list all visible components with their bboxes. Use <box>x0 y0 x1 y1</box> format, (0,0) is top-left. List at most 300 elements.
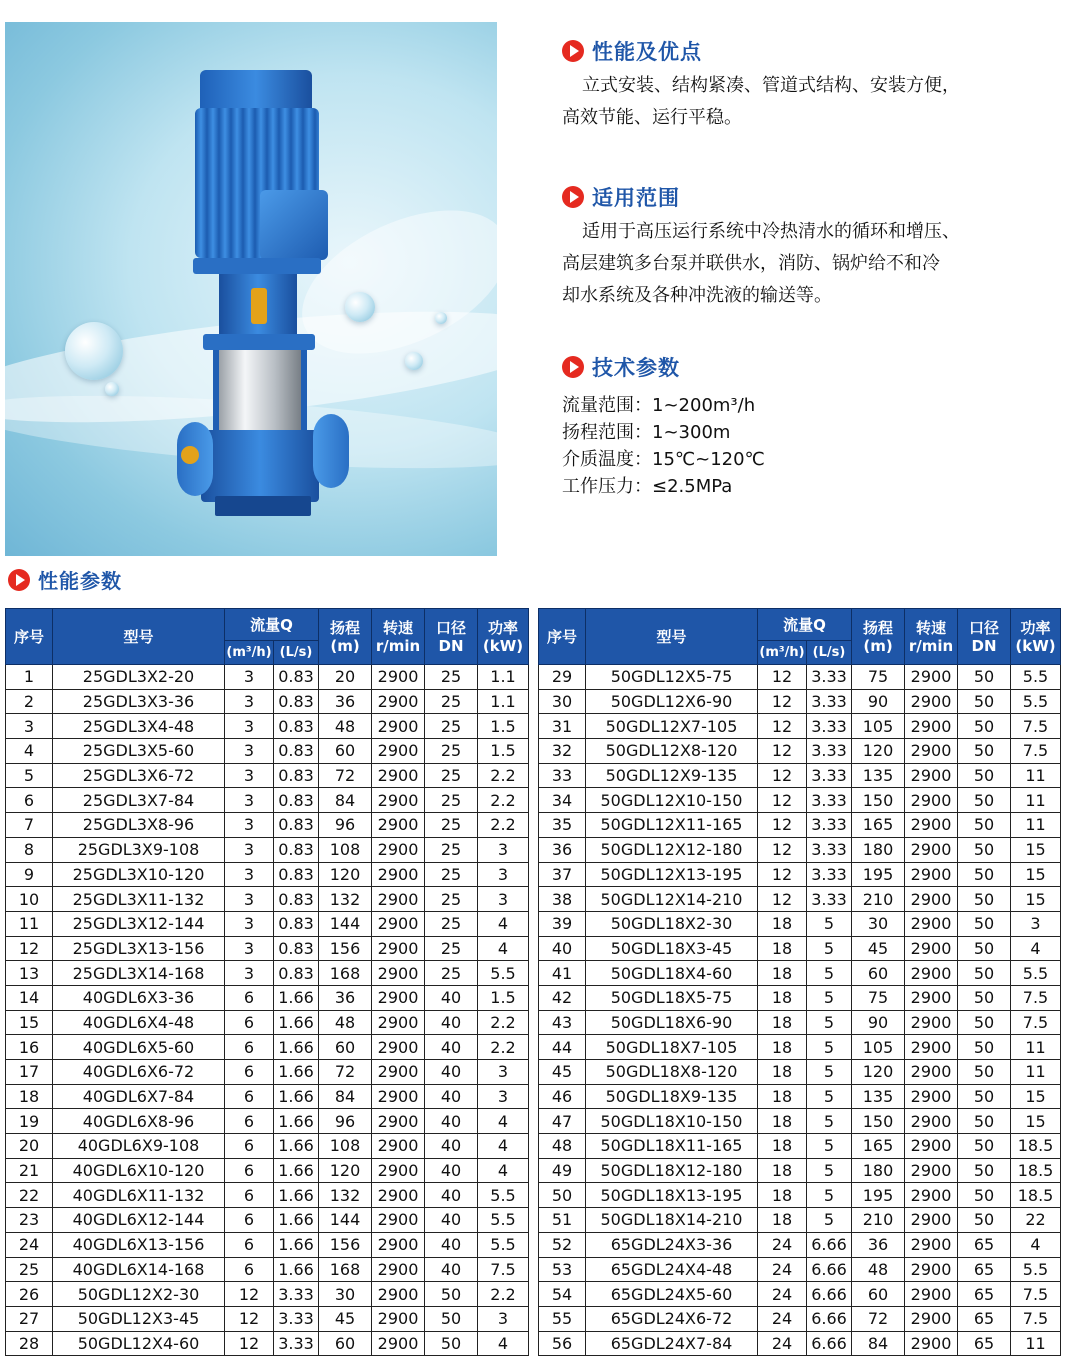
cell-head: 105 <box>852 714 905 739</box>
table-row <box>6 1257 529 1282</box>
cell-head: 48 <box>319 714 372 739</box>
cell-flow-m3h: 6 <box>225 1158 274 1183</box>
cell-no: 33 <box>539 763 586 788</box>
cell-flow-m3h: 6 <box>225 1134 274 1159</box>
cell-head: 96 <box>319 1109 372 1134</box>
cell-power: 15 <box>1011 862 1061 887</box>
text-line: 立式安装、结构紧凑、管道式结构、安装方便， <box>582 75 960 96</box>
cell-head: 168 <box>319 961 372 986</box>
cell-no: 16 <box>6 1035 53 1060</box>
cell-dn: 40 <box>425 1232 478 1257</box>
cell-model: 50GDL12X13-195 <box>586 862 758 887</box>
cell-head: 75 <box>852 985 905 1010</box>
cell-model: 40GDL6X5-60 <box>53 1035 225 1060</box>
cell-dn: 40 <box>425 1257 478 1282</box>
cell-flow-ls: 0.83 <box>274 788 319 813</box>
cell-flow-ls: 1.66 <box>274 1134 319 1159</box>
cell-speed: 2900 <box>905 763 958 788</box>
cell-model: 65GDL24X5-60 <box>586 1282 758 1307</box>
cell-flow-m3h: 18 <box>758 1109 807 1134</box>
cell-flow-ls: 5 <box>807 936 852 961</box>
table-row <box>6 1232 529 1257</box>
cell-flow-ls: 1.66 <box>274 1232 319 1257</box>
table-row <box>6 1208 529 1233</box>
cell-power: 15 <box>1011 1109 1061 1134</box>
cell-speed: 2900 <box>905 689 958 714</box>
header-flow: 流量Q <box>758 609 852 641</box>
cell-flow-m3h: 6 <box>225 1257 274 1282</box>
cell-flow-ls: 3.33 <box>274 1331 319 1356</box>
cell-flow-ls: 5 <box>807 1035 852 1060</box>
cell-speed: 2900 <box>372 911 425 936</box>
cell-speed: 2900 <box>905 961 958 986</box>
cell-speed: 2900 <box>905 887 958 912</box>
table-row <box>539 739 1061 764</box>
cell-model: 50GDL12X2-30 <box>53 1282 225 1307</box>
cell-head: 180 <box>852 1158 905 1183</box>
header-dn: 口径 DN <box>425 609 478 665</box>
cell-head: 84 <box>852 1331 905 1356</box>
cell-flow-ls: 0.83 <box>274 714 319 739</box>
cell-flow-m3h: 3 <box>225 862 274 887</box>
cell-power: 11 <box>1011 1035 1061 1060</box>
cell-head: 60 <box>852 961 905 986</box>
cell-flow-ls: 3.33 <box>274 1282 319 1307</box>
table-row <box>539 1331 1061 1356</box>
table-row <box>6 714 529 739</box>
cell-flow-ls: 3.33 <box>807 739 852 764</box>
cell-dn: 25 <box>425 862 478 887</box>
cell-dn: 40 <box>425 1084 478 1109</box>
table-row <box>539 1060 1061 1085</box>
cell-model: 25GDL3X12-144 <box>53 911 225 936</box>
performance-section <box>562 36 960 134</box>
cell-speed: 2900 <box>905 1208 958 1233</box>
cell-no: 40 <box>539 936 586 961</box>
cell-power: 11 <box>1011 763 1061 788</box>
cell-speed: 2900 <box>905 911 958 936</box>
cell-speed: 2900 <box>372 1306 425 1331</box>
cell-no: 38 <box>539 887 586 912</box>
play-circle-icon <box>8 569 30 591</box>
cell-dn: 25 <box>425 961 478 986</box>
cell-flow-m3h: 3 <box>225 887 274 912</box>
cell-flow-m3h: 3 <box>225 788 274 813</box>
cell-model: 50GDL12X4-60 <box>53 1331 225 1356</box>
cell-power: 5.5 <box>1011 665 1061 690</box>
header-speed: 转速 r/min <box>372 609 425 665</box>
cell-speed: 2900 <box>372 1084 425 1109</box>
cell-no: 11 <box>6 911 53 936</box>
cell-flow-ls: 0.83 <box>274 961 319 986</box>
cell-flow-ls: 3.33 <box>807 689 852 714</box>
cell-speed: 2900 <box>905 862 958 887</box>
cell-flow-ls: 0.83 <box>274 936 319 961</box>
cell-no: 55 <box>539 1306 586 1331</box>
table-row <box>6 1060 529 1085</box>
cell-flow-m3h: 12 <box>758 887 807 912</box>
table-row <box>6 763 529 788</box>
cell-no: 49 <box>539 1158 586 1183</box>
cell-flow-ls: 1.66 <box>274 1208 319 1233</box>
header-power: 功率 (kW) <box>1011 609 1061 665</box>
cell-head: 144 <box>319 911 372 936</box>
cell-flow-m3h: 12 <box>758 714 807 739</box>
cell-power: 18.5 <box>1011 1158 1061 1183</box>
cell-model: 25GDL3X14-168 <box>53 961 225 986</box>
cell-dn: 40 <box>425 985 478 1010</box>
cell-flow-m3h: 12 <box>225 1282 274 1307</box>
text-line: 高效节能、运行平稳。 <box>562 107 742 128</box>
cell-speed: 2900 <box>905 1109 958 1134</box>
cell-power: 22 <box>1011 1208 1061 1233</box>
header-head: 扬程 (m) <box>319 609 372 665</box>
table-row <box>6 887 529 912</box>
cell-no: 15 <box>6 1010 53 1035</box>
cell-flow-m3h: 6 <box>225 1109 274 1134</box>
cell-power: 3 <box>478 1060 529 1085</box>
cell-no: 29 <box>539 665 586 690</box>
cell-head: 120 <box>319 1158 372 1183</box>
cell-flow-ls: 6.66 <box>807 1257 852 1282</box>
cell-no: 30 <box>539 689 586 714</box>
cell-power: 5.5 <box>1011 1257 1061 1282</box>
text-line: 高层建筑多台泵并联供水，消防、锅炉给不和冷 <box>562 253 940 274</box>
cell-power: 7.5 <box>1011 985 1061 1010</box>
cell-speed: 2900 <box>372 1134 425 1159</box>
cell-dn: 65 <box>958 1282 1011 1307</box>
cell-power: 11 <box>1011 1331 1061 1356</box>
table-row <box>539 961 1061 986</box>
table-row <box>539 1208 1061 1233</box>
cell-dn: 25 <box>425 788 478 813</box>
cell-speed: 2900 <box>372 837 425 862</box>
cell-speed: 2900 <box>905 714 958 739</box>
cell-model: 40GDL6X13-156 <box>53 1232 225 1257</box>
cell-dn: 50 <box>958 887 1011 912</box>
table-row <box>6 1035 529 1060</box>
cell-head: 120 <box>852 739 905 764</box>
cell-flow-m3h: 12 <box>758 813 807 838</box>
header-flow-m3h: (m³/h) <box>758 641 807 665</box>
cell-model: 50GDL12X9-135 <box>586 763 758 788</box>
cell-speed: 2900 <box>905 739 958 764</box>
cell-no: 32 <box>539 739 586 764</box>
cell-dn: 50 <box>425 1282 478 1307</box>
cell-flow-ls: 1.66 <box>274 1109 319 1134</box>
cell-model: 40GDL6X8-96 <box>53 1109 225 1134</box>
cell-model: 50GDL12X5-75 <box>586 665 758 690</box>
cell-flow-m3h: 3 <box>225 936 274 961</box>
cell-flow-m3h: 24 <box>758 1232 807 1257</box>
cell-power: 11 <box>1011 1060 1061 1085</box>
table-row <box>6 1109 529 1134</box>
cell-power: 4 <box>1011 1232 1061 1257</box>
cell-no: 21 <box>6 1158 53 1183</box>
cell-power: 7.5 <box>1011 1282 1061 1307</box>
cell-no: 7 <box>6 813 53 838</box>
cell-head: 84 <box>319 788 372 813</box>
cell-no: 27 <box>6 1306 53 1331</box>
cell-model: 25GDL3X2-20 <box>53 665 225 690</box>
cell-dn: 50 <box>958 1134 1011 1159</box>
cell-flow-ls: 1.66 <box>274 1060 319 1085</box>
cell-head: 150 <box>852 1109 905 1134</box>
params-table-right <box>538 608 1061 1356</box>
cell-flow-ls: 1.66 <box>274 1035 319 1060</box>
table-row <box>6 961 529 986</box>
table-row <box>6 1331 529 1356</box>
cell-dn: 25 <box>425 887 478 912</box>
table-row <box>539 911 1061 936</box>
cell-model: 25GDL3X9-108 <box>53 837 225 862</box>
header-flow: 流量Q <box>225 609 319 641</box>
cell-flow-m3h: 12 <box>758 739 807 764</box>
cell-speed: 2900 <box>372 862 425 887</box>
cell-head: 36 <box>319 689 372 714</box>
cell-dn: 50 <box>958 714 1011 739</box>
cell-flow-m3h: 3 <box>225 739 274 764</box>
cell-dn: 50 <box>958 837 1011 862</box>
table-row <box>539 936 1061 961</box>
cell-no: 2 <box>6 689 53 714</box>
params-heading <box>8 565 122 594</box>
cell-head: 135 <box>852 1084 905 1109</box>
cell-flow-m3h: 18 <box>758 936 807 961</box>
cell-speed: 2900 <box>372 1232 425 1257</box>
cell-speed: 2900 <box>905 788 958 813</box>
cell-speed: 2900 <box>372 813 425 838</box>
cell-speed: 2900 <box>905 1183 958 1208</box>
cell-dn: 25 <box>425 813 478 838</box>
cell-flow-m3h: 18 <box>758 1010 807 1035</box>
cell-dn: 50 <box>958 1035 1011 1060</box>
cell-model: 50GDL12X14-210 <box>586 887 758 912</box>
cell-flow-m3h: 3 <box>225 763 274 788</box>
spec-flow: 流量范围：1~200m³/h <box>562 395 756 416</box>
cell-no: 37 <box>539 862 586 887</box>
cell-model: 40GDL6X14-168 <box>53 1257 225 1282</box>
cell-head: 36 <box>319 985 372 1010</box>
cell-flow-ls: 5 <box>807 961 852 986</box>
cell-speed: 2900 <box>905 665 958 690</box>
cell-power: 3 <box>478 1084 529 1109</box>
cell-head: 90 <box>852 689 905 714</box>
cell-head: 156 <box>319 936 372 961</box>
cell-dn: 65 <box>958 1257 1011 1282</box>
cell-flow-m3h: 12 <box>758 689 807 714</box>
cell-speed: 2900 <box>905 1010 958 1035</box>
cell-power: 3 <box>1011 911 1061 936</box>
cell-no: 18 <box>6 1084 53 1109</box>
cell-speed: 2900 <box>372 714 425 739</box>
cell-head: 75 <box>852 665 905 690</box>
table-row <box>539 689 1061 714</box>
cell-flow-m3h: 3 <box>225 714 274 739</box>
header-speed: 转速 r/min <box>905 609 958 665</box>
table-row <box>6 1306 529 1331</box>
cell-flow-ls: 3.33 <box>807 862 852 887</box>
cell-flow-m3h: 12 <box>758 763 807 788</box>
cell-model: 40GDL6X3-36 <box>53 985 225 1010</box>
cell-dn: 50 <box>958 985 1011 1010</box>
cell-flow-ls: 1.66 <box>274 1084 319 1109</box>
cell-head: 132 <box>319 887 372 912</box>
cell-flow-ls: 0.83 <box>274 689 319 714</box>
cell-dn: 25 <box>425 665 478 690</box>
cell-power: 3 <box>478 1306 529 1331</box>
cell-flow-m3h: 18 <box>758 911 807 936</box>
cell-no: 25 <box>6 1257 53 1282</box>
cell-flow-ls: 3.33 <box>807 813 852 838</box>
cell-head: 72 <box>852 1306 905 1331</box>
cell-speed: 2900 <box>372 788 425 813</box>
cell-power: 5.5 <box>478 961 529 986</box>
cell-speed: 2900 <box>905 1282 958 1307</box>
product-image <box>5 22 497 556</box>
cell-model: 50GDL12X11-165 <box>586 813 758 838</box>
cell-flow-m3h: 24 <box>758 1282 807 1307</box>
header-model: 型号 <box>53 609 225 665</box>
cell-no: 48 <box>539 1134 586 1159</box>
cell-power: 2.2 <box>478 1035 529 1060</box>
cell-head: 168 <box>319 1257 372 1282</box>
cell-head: 30 <box>319 1282 372 1307</box>
cell-dn: 50 <box>958 1183 1011 1208</box>
cell-power: 2.2 <box>478 1010 529 1035</box>
cell-model: 50GDL18X5-75 <box>586 985 758 1010</box>
cell-speed: 2900 <box>905 837 958 862</box>
cell-dn: 40 <box>425 1208 478 1233</box>
table-row <box>6 911 529 936</box>
table-row <box>539 1158 1061 1183</box>
cell-flow-m3h: 18 <box>758 1158 807 1183</box>
cell-dn: 25 <box>425 936 478 961</box>
cell-flow-ls: 1.66 <box>274 1183 319 1208</box>
cell-power: 1.5 <box>478 739 529 764</box>
cell-model: 40GDL6X4-48 <box>53 1010 225 1035</box>
spec-temp: 介质温度：15℃~120℃ <box>562 449 765 470</box>
cell-head: 120 <box>852 1060 905 1085</box>
cell-head: 84 <box>319 1084 372 1109</box>
table-row <box>539 1183 1061 1208</box>
cell-model: 40GDL6X10-120 <box>53 1158 225 1183</box>
spec-pressure: 工作压力：≤2.5MPa <box>562 476 733 497</box>
cell-head: 150 <box>852 788 905 813</box>
cell-dn: 50 <box>958 862 1011 887</box>
cell-power: 11 <box>1011 788 1061 813</box>
cell-flow-ls: 0.83 <box>274 862 319 887</box>
cell-flow-ls: 3.33 <box>807 665 852 690</box>
cell-power: 7.5 <box>478 1257 529 1282</box>
table-row <box>6 1183 529 1208</box>
cell-no: 3 <box>6 714 53 739</box>
cell-no: 52 <box>539 1232 586 1257</box>
table-row <box>6 739 529 764</box>
cell-flow-ls: 0.83 <box>274 887 319 912</box>
cell-no: 41 <box>539 961 586 986</box>
cell-head: 60 <box>319 1035 372 1060</box>
cell-flow-m3h: 6 <box>225 1084 274 1109</box>
cell-no: 36 <box>539 837 586 862</box>
cell-power: 4 <box>478 1134 529 1159</box>
cell-model: 50GDL18X13-195 <box>586 1183 758 1208</box>
cell-power: 15 <box>1011 837 1061 862</box>
cell-no: 13 <box>6 961 53 986</box>
table-row <box>6 1084 529 1109</box>
cell-flow-ls: 3.33 <box>807 714 852 739</box>
section-title: 性能及优点 <box>592 40 702 64</box>
cell-model: 50GDL18X8-120 <box>586 1060 758 1085</box>
cell-dn: 40 <box>425 1010 478 1035</box>
cell-flow-m3h: 18 <box>758 1134 807 1159</box>
cell-power: 15 <box>1011 1084 1061 1109</box>
cell-head: 180 <box>852 837 905 862</box>
cell-power: 18.5 <box>1011 1183 1061 1208</box>
cell-model: 50GDL12X3-45 <box>53 1306 225 1331</box>
table-row <box>6 1282 529 1307</box>
cell-dn: 50 <box>958 665 1011 690</box>
cell-dn: 50 <box>958 788 1011 813</box>
table-row <box>539 1084 1061 1109</box>
header-flow-ls: (L/s) <box>274 641 319 665</box>
cell-power: 5.5 <box>478 1232 529 1257</box>
cell-flow-ls: 3.33 <box>274 1306 319 1331</box>
cell-power: 2.2 <box>478 763 529 788</box>
header-flow-m3h: (m³/h) <box>225 641 274 665</box>
cell-flow-ls: 6.66 <box>807 1306 852 1331</box>
cell-flow-m3h: 3 <box>225 961 274 986</box>
cell-dn: 25 <box>425 911 478 936</box>
cell-speed: 2900 <box>372 1158 425 1183</box>
cell-model: 50GDL18X14-210 <box>586 1208 758 1233</box>
cell-model: 50GDL18X11-165 <box>586 1134 758 1159</box>
cell-flow-ls: 0.83 <box>274 813 319 838</box>
cell-flow-m3h: 18 <box>758 1084 807 1109</box>
cell-flow-ls: 6.66 <box>807 1232 852 1257</box>
cell-flow-m3h: 24 <box>758 1257 807 1282</box>
cell-flow-m3h: 12 <box>225 1331 274 1356</box>
cell-no: 50 <box>539 1183 586 1208</box>
cell-flow-ls: 3.33 <box>807 837 852 862</box>
section-title: 适用范围 <box>592 186 680 210</box>
cell-head: 48 <box>852 1257 905 1282</box>
cell-flow-m3h: 12 <box>758 862 807 887</box>
header-dn: 口径 DN <box>958 609 1011 665</box>
cell-flow-m3h: 6 <box>225 1208 274 1233</box>
cell-dn: 50 <box>958 936 1011 961</box>
cell-power: 4 <box>478 1109 529 1134</box>
cell-dn: 50 <box>425 1331 478 1356</box>
cell-no: 54 <box>539 1282 586 1307</box>
cell-flow-m3h: 6 <box>225 985 274 1010</box>
cell-speed: 2900 <box>905 1257 958 1282</box>
table-row <box>539 1035 1061 1060</box>
cell-speed: 2900 <box>905 1134 958 1159</box>
play-circle-icon <box>562 40 584 62</box>
cell-head: 45 <box>319 1306 372 1331</box>
cell-no: 6 <box>6 788 53 813</box>
cell-no: 31 <box>539 714 586 739</box>
cell-head: 108 <box>319 1134 372 1159</box>
cell-no: 14 <box>6 985 53 1010</box>
cell-head: 210 <box>852 887 905 912</box>
cell-no: 44 <box>539 1035 586 1060</box>
cell-power: 3 <box>478 862 529 887</box>
table-row <box>539 1257 1061 1282</box>
cell-dn: 50 <box>958 763 1011 788</box>
cell-no: 53 <box>539 1257 586 1282</box>
